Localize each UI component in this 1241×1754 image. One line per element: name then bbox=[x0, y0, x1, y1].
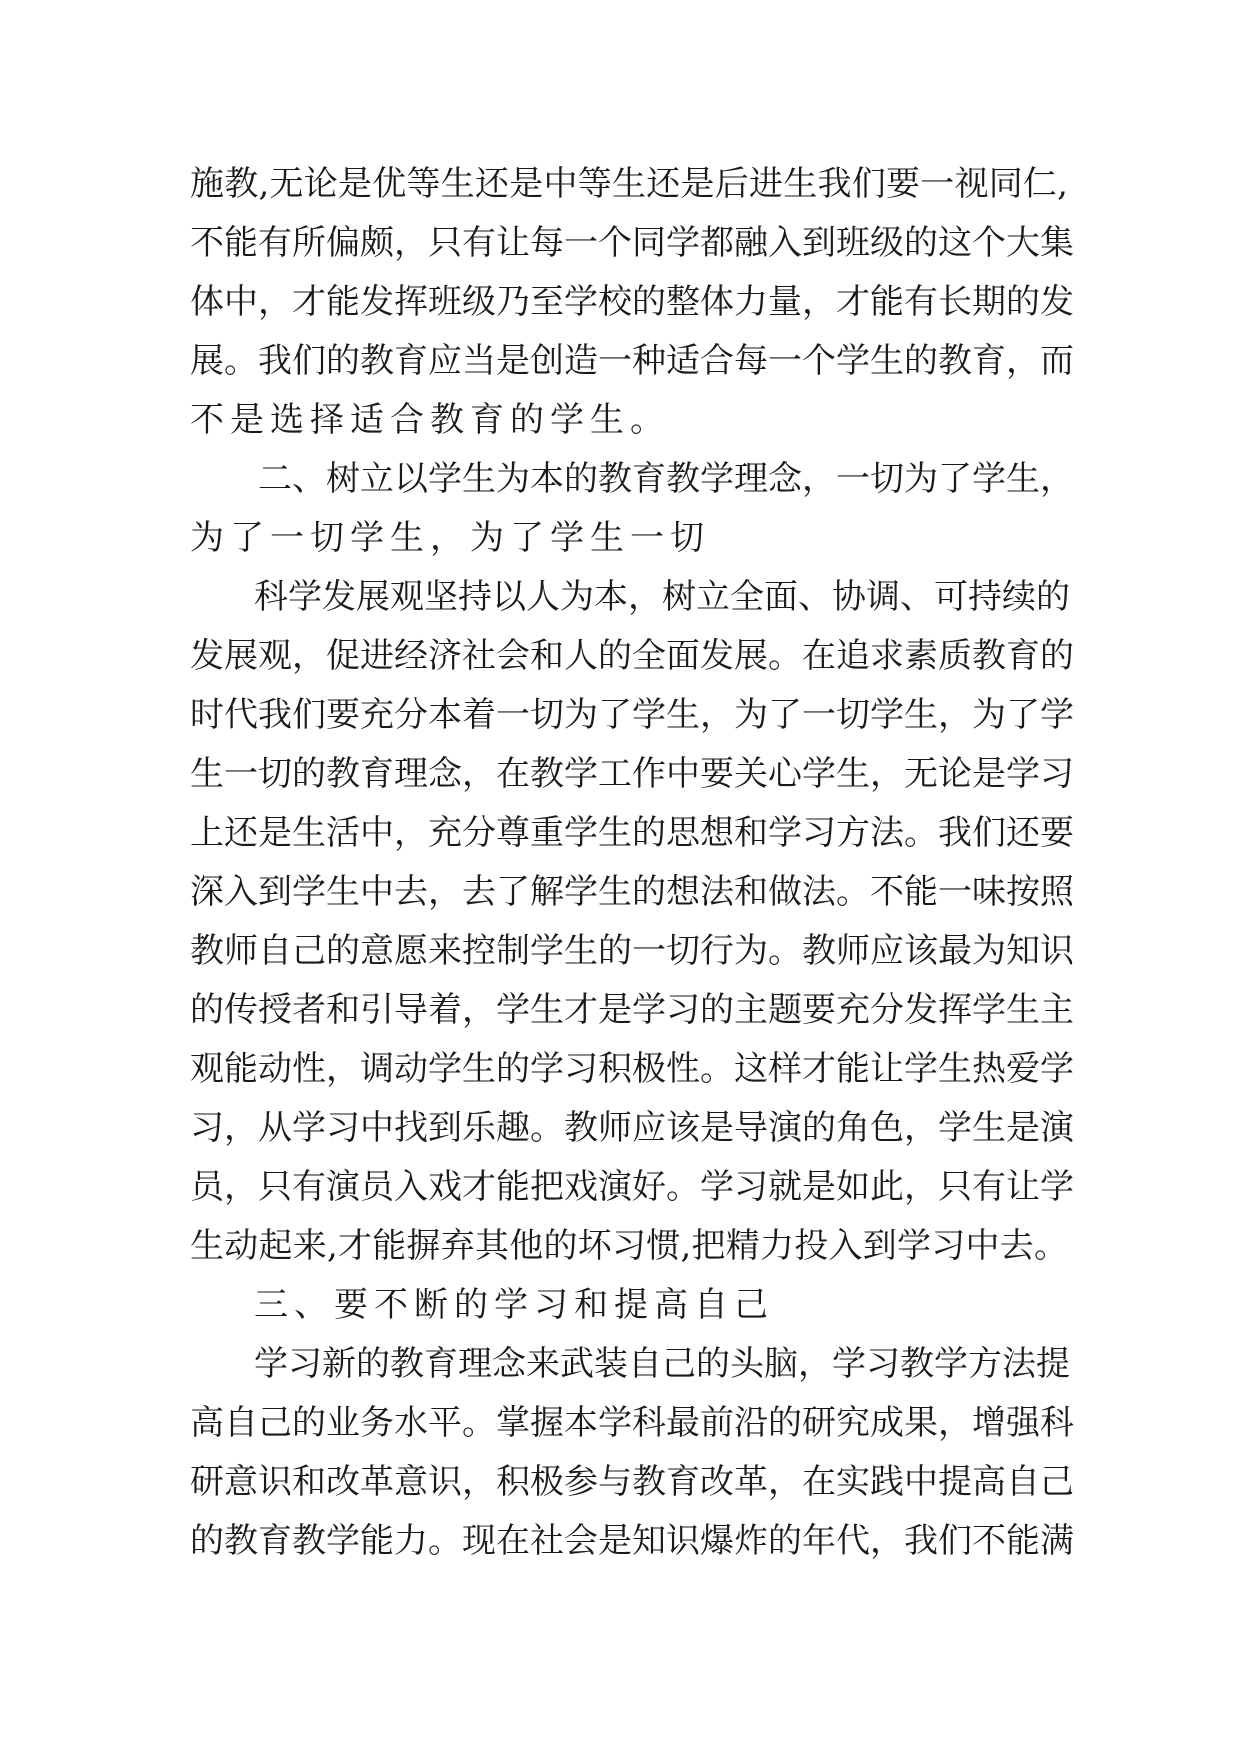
body-text-line-9: 生一切的教育理念，在教学工作中要关心学生，无论是学习 bbox=[190, 754, 1074, 794]
section-heading-2-line-2: 为了一切学生，为了学生一切 bbox=[190, 518, 710, 558]
body-text-line-5: 不是选择适合教育的学生。 bbox=[190, 400, 670, 440]
body-text-line-18: 学习新的教育理念来武装自己的头脑，学习教学方法提 bbox=[254, 1344, 1070, 1384]
body-text-line-14: 观能动性，调动学生的学习积极性。这样才能让学生热爱学 bbox=[190, 1049, 1074, 1089]
body-text-line-8: 时代我们要充分本着一切为了学生，为了一切学生，为了学 bbox=[190, 695, 1074, 735]
body-text-line-16: 员，只有演员入戏才能把戏演好。学习就是如此，只有让学 bbox=[190, 1167, 1074, 1207]
body-text-line-7: 发展观，促进经济社会和人的全面发展。在追求素质教育的 bbox=[190, 636, 1074, 676]
body-text-line-13: 的传授者和引导着，学生才是学习的主题要充分发挥学生主 bbox=[190, 990, 1074, 1030]
body-text-line-21: 的教育教学能力。现在社会是知识爆炸的年代，我们不能满 bbox=[190, 1521, 1074, 1561]
body-text-line-19: 高自己的业务水平。掌握本学科最前沿的研究成果，增强科 bbox=[190, 1403, 1074, 1443]
body-text-line-17: 生动起来,才能摒弃其他的坏习惯,把精力投入到学习中去。 bbox=[190, 1226, 1068, 1266]
body-text-line-4: 展。我们的教育应当是创造一种适合每一个学生的教育，而 bbox=[190, 341, 1074, 381]
body-text-line-10: 上还是生活中，充分尊重学生的思想和学习方法。我们还要 bbox=[190, 813, 1074, 853]
body-text-line-20: 研意识和改革意识，积极参与教育改革，在实践中提高自己 bbox=[190, 1462, 1074, 1502]
body-text-line-12: 教师自己的意愿来控制学生的一切行为。教师应该最为知识 bbox=[190, 931, 1074, 971]
body-text-line-15: 习，从学习中找到乐趣。教师应该是导演的角色，学生是演 bbox=[190, 1108, 1074, 1148]
body-text-line-6: 科学发展观坚持以人为本，树立全面、协调、可持续的 bbox=[254, 577, 1070, 617]
section-heading-3: 三、要不断的学习和提高自己 bbox=[254, 1285, 774, 1325]
body-text-line-11: 深入到学生中去，去了解学生的想法和做法。不能一味按照 bbox=[190, 872, 1074, 912]
body-text-line-2: 不能有所偏颇，只有让每一个同学都融入到班级的这个大集 bbox=[190, 223, 1074, 263]
body-text-line-3: 体中，才能发挥班级乃至学校的整体力量，才能有长期的发 bbox=[190, 282, 1074, 322]
section-heading-2-line-1: 二、树立以学生为本的教育教学理念，一切为了学生， bbox=[258, 459, 1074, 499]
body-text-line-1: 施教,无论是优等生还是中等生还是后进生我们要一视同仁, bbox=[190, 164, 1068, 204]
